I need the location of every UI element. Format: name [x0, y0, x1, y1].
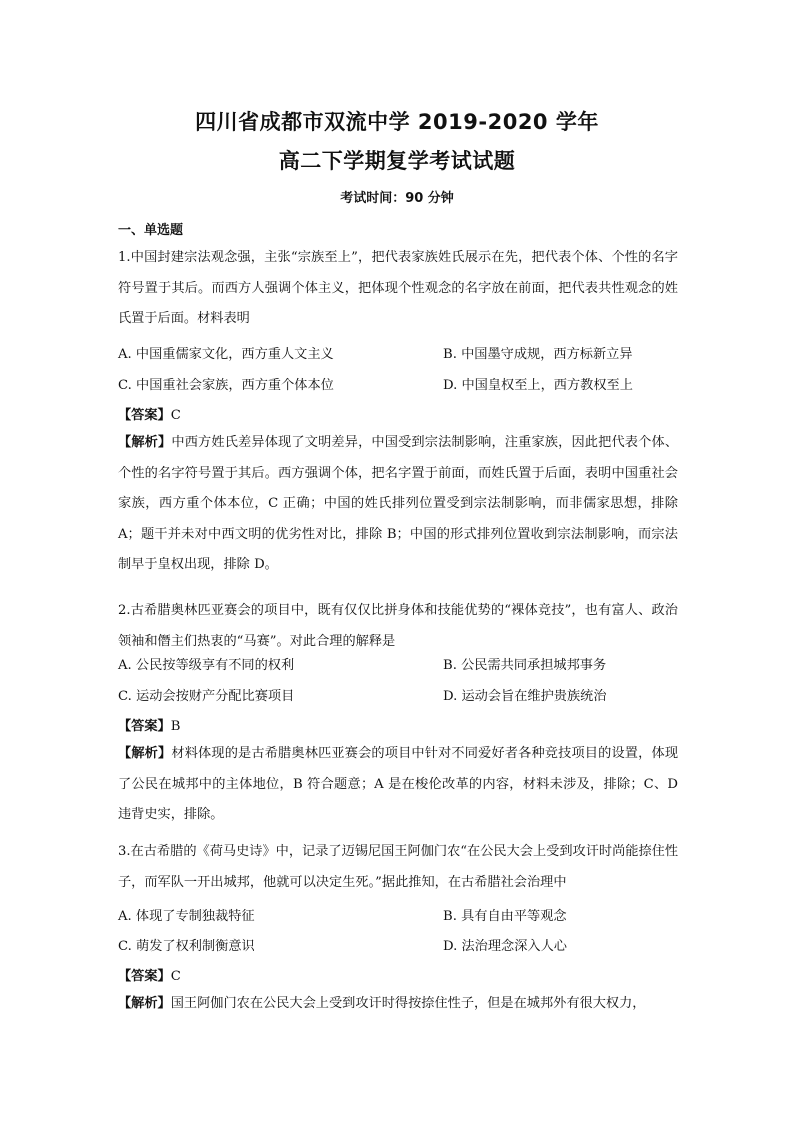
analysis-tag: 【解析】	[118, 996, 171, 1011]
question-3-analysis	[118, 989, 678, 1020]
document-title: 四川省成都市双流中学 2019-2020 学年	[195, 110, 599, 134]
question-1-stem: 1.中国封建宗法观念强，主张“宗族至上”，把代表家族姓氏展示在先，把代表个体、个性的名字符号置于其后。而西方人强调个体主义，把体现个性观念的名字放在前面，把代表共性观念的姓氏置于后面。材料表明	[118, 250, 678, 326]
analysis-tag: 【解析】	[118, 435, 172, 450]
question-1-option-c: C. 中国重社会家族，西方重个体本位	[118, 378, 334, 393]
question-2-option-c: C. 运动会按财产分配比赛项目	[118, 689, 295, 704]
question-1-answer	[118, 404, 181, 423]
section-heading: 一、单选题	[118, 223, 184, 238]
analysis-text: 中西方姓氏差异体现了文明差异，中国受到宗法制影响，注重家族，因此把代表个体、个性的名字符号置于其后。西方强调个体，把名字置于前面，而姓氏置于后面，表明中国重社会家族，西方重个体本位，C 正确；中国的姓氏排列位置受到宗法制影响，而非儒家思想，排除 A；题干并未对中西文明的优劣性对比，排除 B；中国的形式排列位置收到宗法制影响，而宗法制早于皇权出现，排除 D。	[118, 435, 679, 572]
question-1-option-d: D. 中国皇权至上，西方教权至上	[443, 378, 633, 393]
answer-tag: 【答案】	[118, 408, 171, 423]
question-3-stem: 3.在古希腊的《荷马史诗》中，记录了迈锡尼国王阿伽门农“在公民大会上受到攻讦时尚能捺住性子，而军队一开出城邦，他就可以决定生死。”据此推知，在古希腊社会治理中	[118, 844, 679, 890]
question-1-option-a: A. 中国重儒家文化，西方重人文主义	[118, 347, 334, 362]
question-3-option-c: C. 萌发了权利制衡意识	[118, 939, 255, 954]
question-2-option-a: A. 公民按等级享有不同的权利	[118, 658, 295, 673]
answer-value: C	[170, 969, 181, 984]
document-subtitle: 高二下学期复学考试试题	[278, 149, 516, 173]
analysis-text: 材料体现的是古希腊奥林匹亚赛会的项目中针对不同爱好者各种竞技项目的设置，体现了公民在城邦中的主体地位，B 符合题意；A 是在梭伦改革的内容，材料未涉及，排除；C、D 违背史实，排除。	[118, 746, 679, 822]
question-3-option-b: B. 具有自由平等观念	[443, 909, 567, 924]
answer-tag: 【答案】	[118, 969, 171, 984]
exam-time: 考试时间：90 分钟	[340, 191, 454, 206]
question-1-option-b: B. 中国墨守成规，西方标新立异	[443, 347, 633, 362]
question-2-analysis	[118, 739, 678, 831]
question-3-answer	[118, 965, 181, 984]
answer-value: C	[170, 408, 181, 423]
question-1-analysis	[118, 428, 678, 581]
analysis-text: 国王阿伽门农在公民大会上受到攻讦时得按捺住性子，但是在城邦外有很大权力，	[170, 996, 646, 1011]
question-3-option-d: D. 法治理念深入人心	[443, 939, 567, 954]
analysis-tag: 【解析】	[118, 746, 172, 761]
question-2-answer	[118, 715, 180, 734]
question-2-option-d: D. 运动会旨在维护贵族统治	[443, 689, 607, 704]
answer-value: B	[170, 719, 181, 734]
question-2-stem: 2.古希腊奥林匹亚赛会的项目中，既有仅仅比拼身体和技能优势的“裸体竞技”，也有富人、政治领袖和僭主们热衷的“马赛”。对此合理的解释是	[118, 603, 678, 649]
answer-tag: 【答案】	[118, 719, 171, 734]
question-2-option-b: B. 公民需共同承担城邦事务	[443, 658, 607, 673]
question-3-option-a: A. 体现了专制独裁特征	[118, 909, 255, 924]
